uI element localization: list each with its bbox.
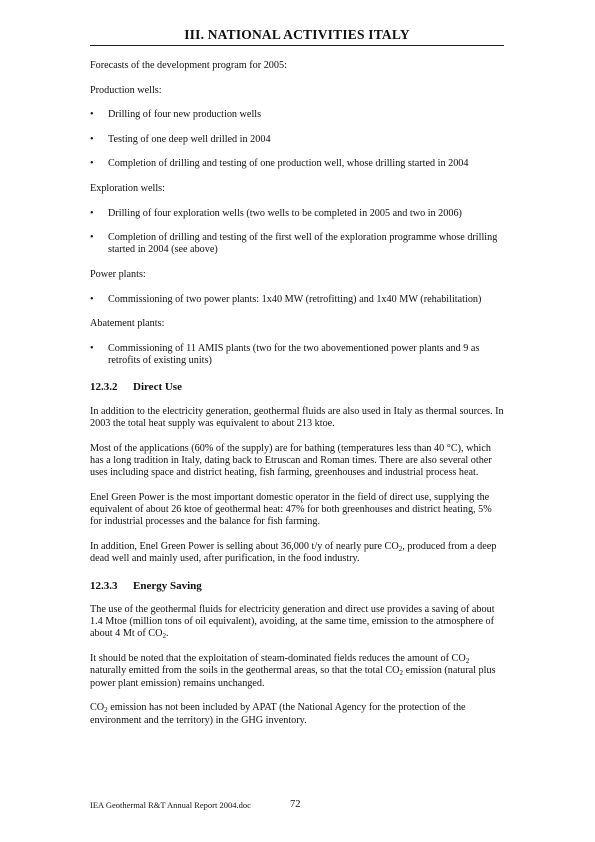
direct-use-paragraph-4: In addition, Enel Green Power is selling about 36,000 t/y of nearly pure $CO_2$, produced from a deep dead well and mainly used, after purification, in the food industry. xyxy=(90,540,497,565)
bullet-icon: • xyxy=(90,158,94,170)
page-number: 72 xyxy=(290,799,301,810)
direct-use-paragraph-1: In addition to the electricity generation, geothermal fluids are also used in Italy as thermal sources. In 2003 the total heat supply was equivalent to about 213 ktoe. xyxy=(90,405,504,430)
energy-saving-paragraph-2: It should be noted that the exploitation of steam-dominated fields reduces the amount of $CO_2$ naturally emitted from the soils in the geothermal areas, so that the total $CO_2$ emission (natural plus power plant emission) remains unchanged. xyxy=(90,653,496,689)
bullet-icon: • xyxy=(90,293,94,305)
section-title: Direct Use xyxy=(133,381,182,394)
production-heading: Production wells: xyxy=(90,84,162,96)
list-item: • Completion of drilling and testing of one production well, whose drilling started in 2004 xyxy=(90,158,469,170)
exploration-list xyxy=(90,208,504,257)
page-footer: IEA Geothermal R&T Annual Report 2004.doc xyxy=(90,800,251,810)
section-number: 12.3.2 xyxy=(90,381,118,394)
bullet-icon: • xyxy=(90,342,94,354)
power-heading: Power plants: xyxy=(90,269,146,281)
production-list xyxy=(90,109,504,170)
intro-paragraph: Forecasts of the development program for 2005: xyxy=(90,60,287,71)
section-number: 12.3.3 xyxy=(90,579,118,592)
list-item: • Drilling of four exploration wells (two wells to be completed in 2005 and two in 2006) xyxy=(90,207,462,219)
power-list xyxy=(90,294,504,306)
energy-saving-heading xyxy=(90,580,504,592)
bullet-icon: • xyxy=(90,109,94,121)
page-content xyxy=(90,60,504,739)
section-title: Energy Saving xyxy=(133,579,202,592)
list-item: • Completion of drilling and testing of the first well of the exploration programme whose drilling started in 2004 (see above) xyxy=(90,232,498,256)
exploration-heading: Exploration wells: xyxy=(90,182,165,194)
abatement-heading: Abatement plants: xyxy=(90,318,165,330)
list-item: • Commissioning of 11 AMIS plants (two for the two abovementioned power plants and 9 as retrofits of existing units) xyxy=(90,342,480,367)
abatement-list xyxy=(90,343,504,368)
list-item: • Testing of one deep well drilled in 2004 xyxy=(90,133,271,145)
list-item: • Drilling of four new production wells xyxy=(90,109,262,121)
bullet-icon: • xyxy=(90,232,94,244)
page-header: III. NATIONAL ACTIVITIES ITALY xyxy=(184,27,410,42)
direct-use-heading xyxy=(90,381,504,393)
energy-saving-paragraph-3: $CO_2$ emission has not been included by APAT (the National Agency for the protection of the environment and the territory) in the GHG inventory. xyxy=(90,702,466,726)
bullet-icon: • xyxy=(90,207,94,219)
energy-saving-paragraph-1: The use of the geothermal fluids for electricity generation and direct use provides a saving of about 1.4 Mtoe (million tons of oil equivalent), avoiding, at the same time, emission to the atmosphere of about 4 Mt of $CO_2$. xyxy=(90,603,495,641)
direct-use-paragraph-2: Most of the applications (60% of the supply) are for bathing (temperatures less than 40 °C), which has a long tradition in Italy, dating back to Etruscan and Roman times. There are also several other uses including space and district heating, fish farming, greenhouses and industrial process heat. xyxy=(90,442,492,479)
direct-use-paragraph-3: Enel Green Power is the most important domestic operator in the field of direct use, supplying the equivalent of about 26 ktoe of geothermal heat: 47% for both greenhouses and district heating, 5% for industrial processes and the balance for fish farming. xyxy=(90,491,492,528)
bullet-icon: • xyxy=(90,133,94,145)
header-rule xyxy=(90,45,504,46)
list-item: • Commissioning of two power plants: 1x40 MW (retrofitting) and 1x40 MW (rehabilitation) xyxy=(90,293,482,305)
